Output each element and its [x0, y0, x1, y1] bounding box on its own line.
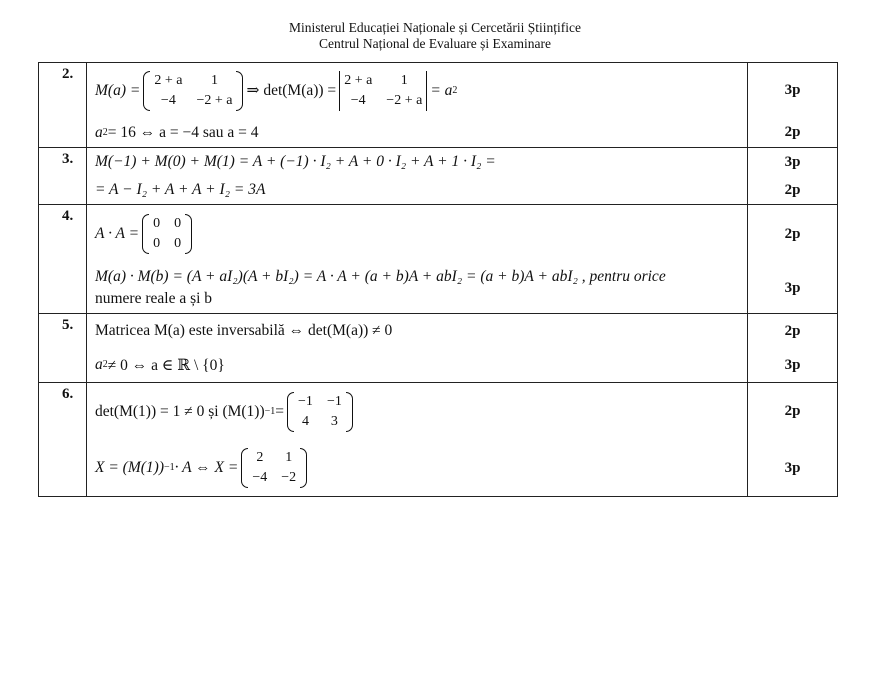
- solution-cell: [87, 383, 748, 497]
- points-cell: [748, 148, 838, 205]
- solution-cell: [87, 314, 748, 383]
- matrix: [241, 448, 307, 488]
- item-row-4: [39, 205, 838, 314]
- determinant-entry: −4: [350, 92, 366, 108]
- matrix-entry: 1: [210, 72, 218, 88]
- points-value: 2p: [784, 322, 801, 339]
- points-value: 3p: [784, 279, 801, 296]
- math-expression: = a: [430, 81, 453, 99]
- solution-line: Matricea M(a) este inversabilă ⇔ det(M(a)) ≠ 0: [95, 322, 393, 339]
- points-value: 3p: [784, 82, 801, 98]
- math-expression: ⇒ det(M(a)) =: [246, 82, 337, 99]
- math-expression: det(M(1)) = 1 ≠ 0 și (M(1)): [95, 402, 265, 420]
- points-cell: [748, 205, 838, 314]
- item-number: 4.: [39, 205, 87, 314]
- solution-line: X = (M(1)) −1 · A ⇔ X = 2 1 −4 −2: [87, 440, 747, 496]
- solution-cell: [87, 148, 748, 205]
- matrix-entry: −2: [281, 470, 297, 485]
- solution-line: a 2 ≠ 0 ⇔ a ∈ ℝ \ {0}: [95, 356, 225, 374]
- matrix-entry: 2 + a: [154, 72, 183, 88]
- header-center: Centrul Național de Evaluare și Examinare: [318, 36, 552, 51]
- matrix-entry: 1: [285, 450, 293, 465]
- solution-line: a 2 = 16 ⇔ a = −4 sau a = 4: [95, 123, 259, 141]
- math-expression: ≠ 0 ⇔ a ∈ ℝ \ {0}: [107, 356, 225, 374]
- points-cell: [748, 63, 838, 148]
- item-row-5: [39, 314, 838, 383]
- points-value: 2p: [784, 225, 801, 242]
- math-expression: a: [95, 356, 103, 373]
- points-value: 3p: [784, 153, 801, 170]
- math-expression: = 16 ⇔ a = −4 sau a = 4: [107, 123, 259, 141]
- solution-line: [87, 205, 747, 263]
- solution-cell: [87, 205, 748, 314]
- solution-line: det(M(1)) = 1 ≠ 0 și (M(1)) −1 = −1 −1 4 3: [87, 383, 747, 440]
- item-row-3: [39, 148, 838, 205]
- document-header: [0, 20, 870, 52]
- solution-line: = A − I₂ + A + A + I₂ = 3A: [95, 181, 266, 198]
- points-value: 3p: [784, 459, 801, 476]
- item-number: 2.: [39, 63, 87, 148]
- points-value: 3p: [784, 356, 801, 373]
- math-expression: M(a) · M(b) = (A + aI₂)(A + bI₂) = A · A + (a + b)A + abI₂ = (a + b)A + abI₂ , pentru orice: [95, 268, 666, 285]
- solution-line: M(a) = 2 + a 1 −4 −2 + a ⇒ det(M(a)) = 2 + a 1 −4 −2 + a = a 2: [87, 63, 747, 118]
- math-expression: X = (M(1)): [95, 459, 164, 476]
- math-expression: · A ⇔ X =: [174, 459, 239, 476]
- determinant: [339, 71, 427, 111]
- matrix: [142, 214, 192, 254]
- matrix-entry: −4: [160, 92, 176, 108]
- math-expression: M(a) =: [95, 81, 141, 99]
- points-cell: [748, 383, 838, 497]
- grading-table: [38, 62, 838, 497]
- determinant-entry: −2 + a: [386, 92, 423, 108]
- solution-line: M(−1) + M(0) + M(1) = A + (−1) · I₂ + A + 0 · I₂ + A + 1 · I₂ =: [95, 153, 496, 170]
- matrix-entry: 4: [301, 413, 309, 429]
- determinant-entry: 1: [400, 72, 408, 88]
- points-value: 2p: [784, 181, 801, 198]
- matrix-entry: 0: [153, 236, 161, 251]
- math-expression: A · A =: [95, 225, 140, 242]
- item-number: 3.: [39, 148, 87, 205]
- solution-line: [87, 263, 747, 313]
- points-value: 2p: [784, 403, 801, 419]
- matrix: [143, 71, 243, 111]
- matrix-entry: −4: [252, 470, 268, 485]
- determinant-entry: 2 + a: [344, 72, 373, 88]
- points-cell: [748, 314, 838, 383]
- matrix-entry: 0: [153, 216, 161, 231]
- matrix-entry: −1: [326, 393, 342, 409]
- math-expression: numere reale a și b: [95, 290, 213, 307]
- math-expression: a: [95, 123, 103, 141]
- matrix-entry: 3: [330, 413, 338, 429]
- header-ministry: Ministerul Educației Naționale și Cercetării Științifice: [288, 20, 582, 35]
- item-row-6: [39, 383, 838, 497]
- matrix-entry: 2: [256, 450, 264, 465]
- matrix-entry: 0: [174, 216, 182, 231]
- matrix-entry: 0: [174, 236, 182, 251]
- item-row-2: [39, 63, 838, 148]
- matrix: [287, 392, 353, 432]
- matrix-entry: −2 + a: [196, 92, 233, 108]
- solution-cell: [87, 63, 748, 148]
- item-number: 5.: [39, 314, 87, 383]
- matrix-entry: −1: [298, 393, 313, 409]
- math-expression: =: [275, 402, 285, 420]
- item-number: 6.: [39, 383, 87, 497]
- points-value: 2p: [784, 124, 801, 140]
